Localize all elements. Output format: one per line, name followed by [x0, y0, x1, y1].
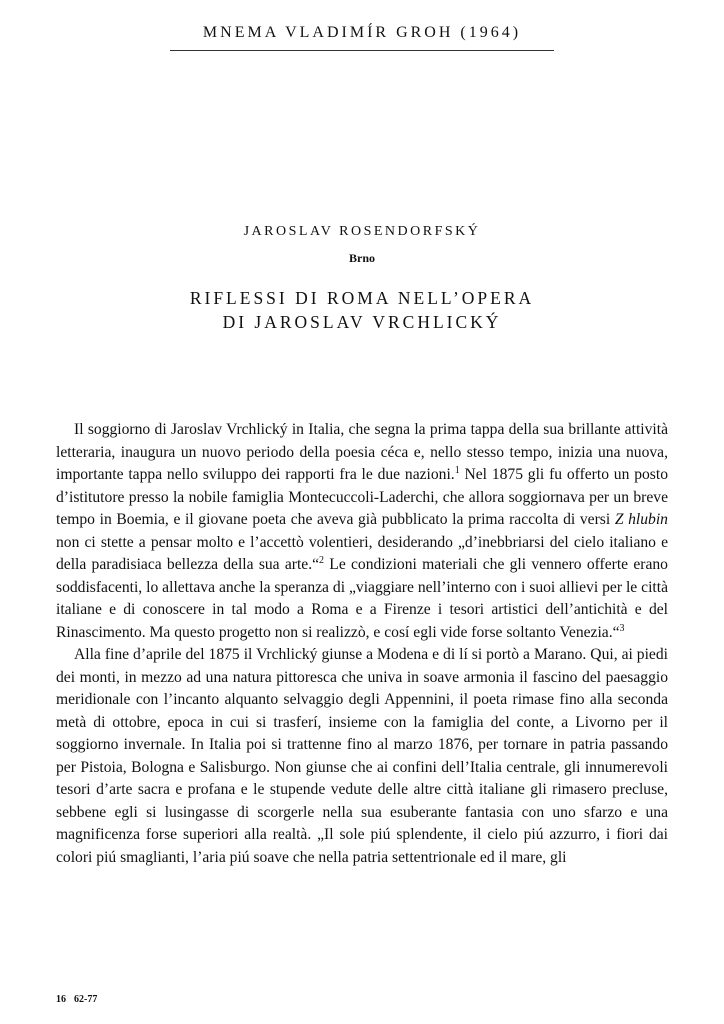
paragraph-1-part-d: Le condizioni materiali che gli vennero offerte erano soddisfacenti, lo allettava anche la speranza di „viaggiare nell’interno con i suoi allievi per le città italiane e di conoscere in tal modo a Roma e a Firenze i tesori artistici dell’antichità e del Rinascimento. Ma questo progetto non si realizzò, e cosí egli vide forse soltanto Venezia.“ [56, 556, 668, 641]
print-code: 62-77 [74, 994, 98, 1005]
paragraph-2: Alla fine d’aprile del 1875 il Vrchlický giunse a Modena e di lí si portò a Marano. Qui, ai piedi dei monti, in mezzo ad una natura pittoresca che univa in soave armonia il fascino del paesaggio meridionale con l’incanto alquanto selvaggio degli Appennini, il poeta rimase fino alla seconda metà di ottobre, epoca in cui si trasferí, insieme con la famiglia del conte, a Livorno per il soggiorno invernale. In Italia poi si trattenne fino al marzo 1876, per tornare in patria passando per Pistoia, Bologna e Salisburgo. Non giunse che ai confini dell’Italia centrale, gli innumerevoli tesori d’arte sacra e profana e le stupende vedute delle altre città italiane gli rimasero precluse, sebbene egli si lusingasse di scorgerle nella sua esuberante fantasia con uno sfarzo e una magnificenza forse superiori alla realtà. „Il sole piú splendente, il cielo piú azzurro, i fiori dai colori piú smaglianti, l’aria piú soave che nella patria settentrionale ed il mare, gli [56, 646, 668, 866]
header-rule [170, 50, 554, 51]
footnote-ref-1: 1 [454, 464, 460, 476]
paragraph-1-part-a: Il soggiorno di Jaroslav Vrchlický in Italia, che segna la prima tappa della sua brillante attività letteraria, inaugura un nuovo periodo della poesia céca e, nello stesso tempo, inizia una nuova, importante tappa nello sviluppo dei rapporti fra le due nazioni. [56, 421, 668, 483]
title-line-1: RIFLESSI DI ROMA NELL’OPERA [189, 288, 535, 308]
author-city: Brno [348, 251, 375, 265]
paragraph-1-part-c: non ci stette a pensar molto e l’accettò volentieri, desiderando „d’inebbriarsi del cielo italiano e della paradisiaca bellezza della sua arte.“ [56, 533, 668, 573]
page-footer [56, 994, 105, 1005]
title-line-2: DI JAROSLAV VRCHLICKÝ [222, 312, 502, 332]
article-title [0, 286, 724, 334]
running-head: MNEMA VLADIMÍR GROH (1964) [202, 24, 522, 41]
footnote-ref-2: 2 [319, 554, 325, 566]
footnote-ref-3: 3 [619, 622, 625, 634]
paragraph-1-part-b: Nel 1875 gli fu offerto un posto d’istitutore presso la nobile famiglia Montecuccoli-Laderchi, che allora soggiornava per un breve tempo in Boemia, e il giovane poeta che aveva già pubblicato la prima raccolta di versi [56, 466, 668, 528]
article-body [56, 419, 668, 869]
author-name: JAROSLAV ROSENDORFSKÝ [243, 224, 481, 239]
paragraph-1 [56, 419, 668, 644]
sheet-number: 16 [56, 994, 66, 1005]
book-title: Z hlubin [614, 511, 668, 528]
